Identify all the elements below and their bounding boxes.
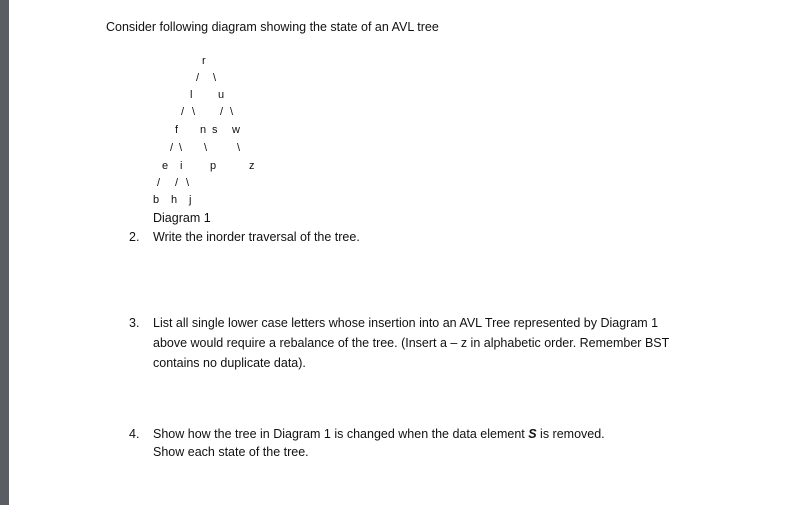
question-text-part: is removed. [536,427,605,441]
tree-node-h: h [171,194,178,206]
tree-edge: \ [230,106,234,118]
tree-edge: \ [213,72,217,84]
tree-edge: / [181,106,185,118]
tree-edge: \ [192,106,196,118]
tree-edge: \ [237,142,241,154]
question-text [153,427,605,441]
question-text-part: Show how the tree in Diagram 1 is changed when the data element [153,427,529,441]
tree-edge: / [220,106,224,118]
question-text: contains no duplicate data). [153,356,306,370]
tree-node-i: i [180,160,183,172]
question-text: Write the inorder traversal of the tree. [153,230,360,244]
tree-node-b: b [153,194,160,206]
question-text: Show each state of the tree. [153,445,309,459]
tree-node-n: n [200,124,207,136]
tree-node-p: p [210,160,217,172]
question-text: above would require a rebalance of the tree. (Insert a – z in alphabetic order. Remember BST [153,336,670,350]
question-number: 2. [129,230,140,244]
emphasized-element-name: S [528,427,537,441]
question-number: 3. [129,316,140,330]
tree-edge: \ [204,142,208,154]
tree-node-f: f [175,124,179,136]
tree-node-e: e [162,160,169,172]
tree-node-j: j [189,194,192,206]
intro-text: Consider following diagram showing the state of an AVL tree [106,20,439,34]
question-number: 4. [129,427,140,441]
tree-node-s: s [212,124,218,136]
tree-node-w: w [232,124,240,136]
tree-node-l: l [190,89,193,101]
question-text: List all single lower case letters whose insertion into an AVL Tree represented by Diagram 1 [153,316,659,330]
tree-edge: \ [179,142,183,154]
tree-edge: / [170,142,174,154]
tree-node-u: u [218,89,225,101]
tree-node-r: r [202,55,206,67]
tree-edge: \ [186,177,190,189]
tree-edge: / [175,177,179,189]
tree-edge: / [196,72,200,84]
diagram-caption: Diagram 1 [153,211,211,225]
tree-edge: / [157,177,161,189]
tree-node-z: z [249,160,255,172]
